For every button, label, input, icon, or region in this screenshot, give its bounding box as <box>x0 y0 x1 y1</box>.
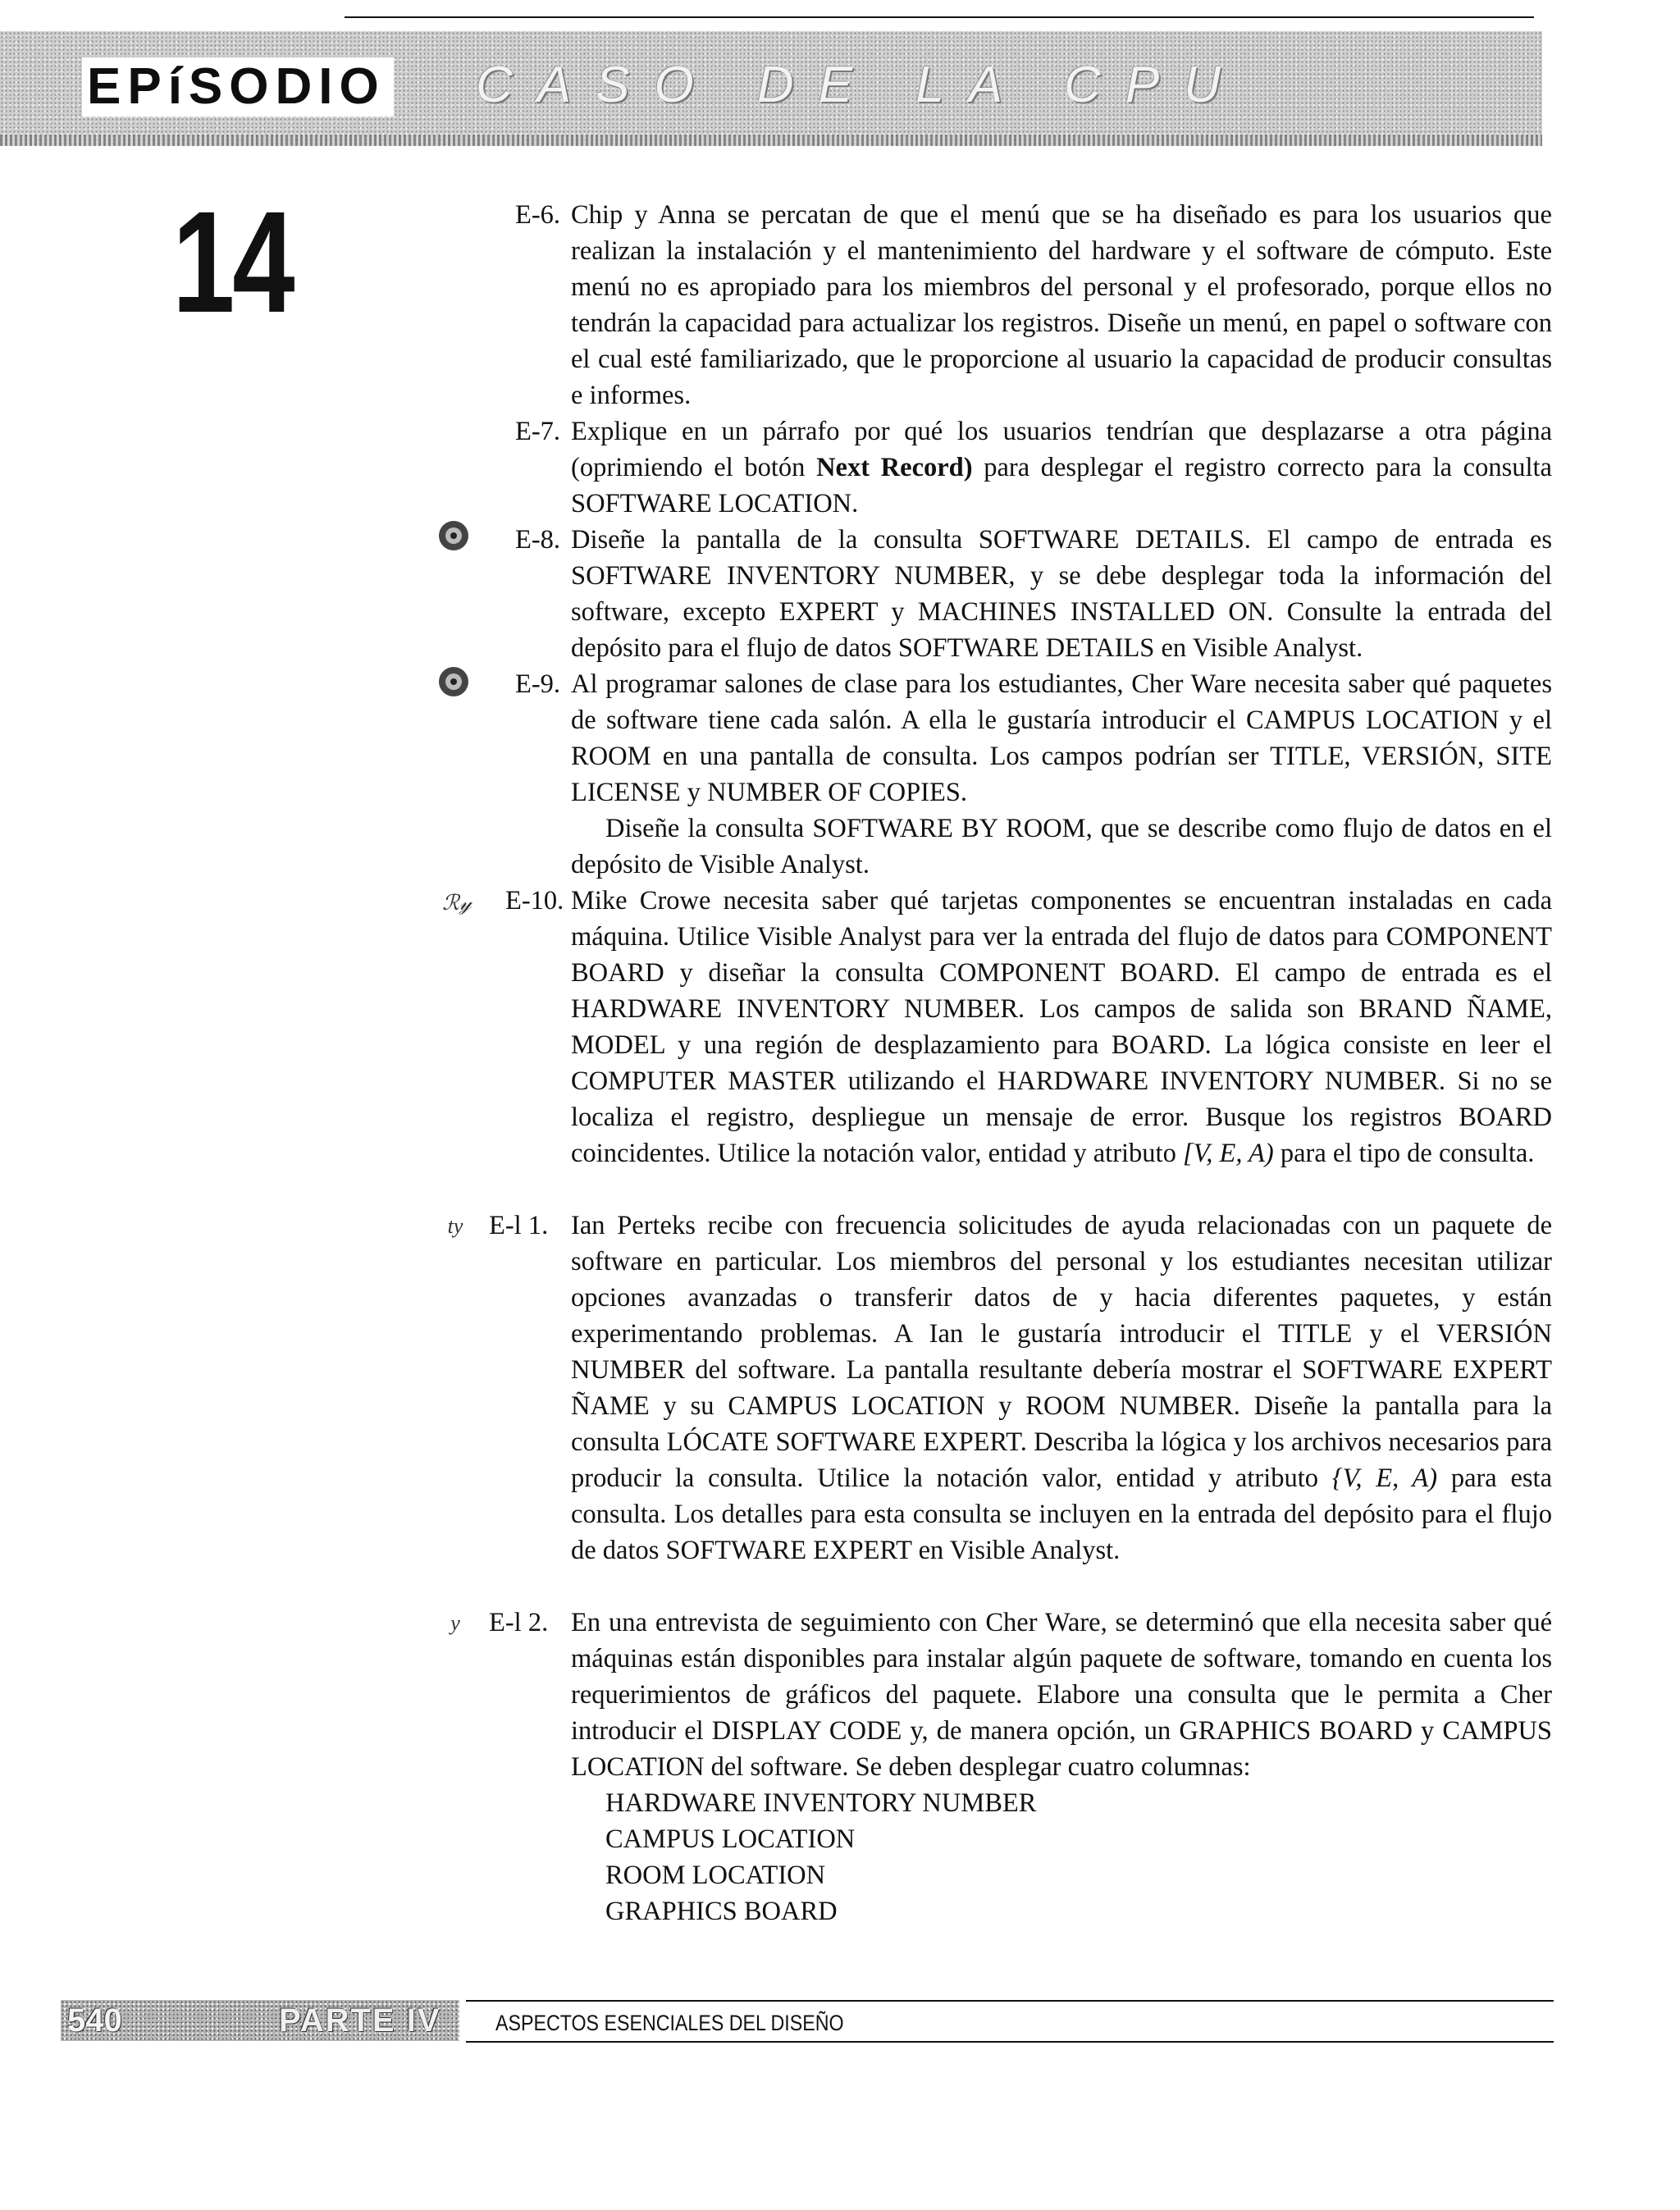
next-record-label: Next Record) <box>816 453 973 482</box>
exercise-text: Diseñe la pantalla de la consulta SOFTWARE DETAILS. El campo de entrada es SOFTWARE INVENTORY NUMBER, y se debe desplegar toda la información del software, excepto EXPERT y MACHINES INSTALLED ON. Consulte la entrada del depósito para el flujo de datos SOFTWARE DETAILS en Visible Analyst. <box>571 525 1552 663</box>
exercise-text <box>571 1208 1552 1568</box>
exercise-text: En una entrevista de seguimiento con Cher Ware, se determinó que ella necesita saber qué máquinas están disponibles para instalar algún paquete de software, tomando en cuenta los requerimientos de gráficos del paquete. Elabore una consulta que le permita a Cher introducir el DISPLAY CODE y, de manera opción, un GRAPHICS BOARD y CAMPUS LOCATION del software. Se deben desplegar cuatro columnas: <box>571 1608 1552 1782</box>
text-run: para el tipo de consulta. <box>1273 1139 1535 1168</box>
text-run: para esta consulta. Los detalles para esta consulta se incluyen en la entrada del depósito para el flujo de datos SOFTWARE EXPERT en Visible Analyst. <box>571 1463 1552 1565</box>
exercise-label: E-7. <box>515 417 561 446</box>
exercise-label: E-8. <box>515 525 561 555</box>
exercise-body <box>571 666 1552 883</box>
vea-notation: {V, E, A) <box>1331 1463 1438 1493</box>
exercise-body <box>571 413 1552 522</box>
exercise-text: Al programar salones de clase para los estudiantes, Cher Ware necesita saber qué paquetes de software tiene cada salón. A ella le gustaría introducir el CAMPUS LOCATION y el ROOM en una pantalla de consulta. Los campos podrían ser TITLE, VERSIÓN, SITE LICENSE y NUMBER OF COPIES. <box>571 669 1552 807</box>
list-item: CAMPUS LOCATION <box>605 1824 856 1854</box>
va-icon: ℛ𝓎 <box>442 891 472 915</box>
exercise-text: Diseñe la consulta SOFTWARE BY ROOM, que se describe como flujo de datos en el depósito de Visible Analyst. <box>571 814 1552 879</box>
footer-rule <box>466 2041 1554 2043</box>
disk-icon <box>433 663 474 704</box>
exercise-text: Chip y Anna se percatan de que el menú que se ha diseñado es para los usuarios que realizan la instalación y el mantenimiento del hardware y el software de cómputo. Este menú no es apropiado para los miembros del personal y el profesorado, porque ellos no tendrán la capacidad para actualizar los registros. Diseñe un menú, en papel o software con el cual esté familiarizado, que le proporcione al usuario la capacidad de producir consultas e informes. <box>571 200 1552 410</box>
exercise-body <box>571 197 1552 413</box>
list-item: HARDWARE INVENTORY NUMBER <box>605 1788 1037 1818</box>
exercise-body <box>571 1208 1552 1568</box>
page-number: 540 <box>67 2002 122 2039</box>
va-icon: y <box>450 1611 460 1635</box>
exercise-label: E-l 2. <box>489 1608 549 1637</box>
text-run: Ian Perteks recibe con frecuencia solicitudes de ayuda relacionadas con un paquete de software en particular. Los miembros del personal y los estudiantes necesitan utilizar opciones avanzadas o transferir datos de y hacia diferentes paquetes, y están experimentando problemas. A Ian le gustaría introducir el TITLE y el VERSIÓN NUMBER del software. La pantalla resultante debería mostrar el SOFTWARE EXPERT ÑAME y su CAMPUS LOCATION y ROOM NUMBER. Diseñe la pantalla para la consulta LÓCATE SOFTWARE EXPERT. Describa la lógica y los archivos necesarios para producir la consulta. Utilice la notación valor, entidad y atributo <box>571 1211 1552 1493</box>
exercise-label: E-9. <box>515 669 561 699</box>
text-run: Mike Crowe necesita saber qué tarjetas componentes se encuentran instaladas en cada máquina. Utilice Visible Analyst para ver la entrada del flujo de datos para COMPONENT BOARD y diseñar la consulta COMPONENT BOARD. El campo de entrada es el HARDWARE INVENTORY NUMBER. Los campos de salida son BRAND ÑAME, MODEL y una región de desplazamiento para BOARD. La lógica consiste en leer el COMPUTER MASTER utilizando el HARDWARE INVENTORY NUMBER. Si no se localiza el registro, despliegue un mensaje de error. Busque los registros BOARD coincidentes. Utilice la notación valor, entidad y atributo <box>571 886 1552 1168</box>
text-run: para desplegar el registro correcto para la consulta SOFTWARE LOCATION. <box>571 453 1552 518</box>
part-label: PARTE IV <box>279 2002 441 2039</box>
episode-label: EPíSODIO <box>82 57 394 116</box>
text-run: Explique en un párrafo por qué los usuarios tendrían que desplazarse a otra página (oprimiendo el botón <box>571 417 1552 482</box>
chapter-number: 14 <box>172 182 293 343</box>
case-title: CASO DE LA CPU <box>476 57 1245 113</box>
exercise-body <box>571 1605 1552 1929</box>
exercise-text <box>571 883 1552 1171</box>
va-icon: ty <box>447 1214 463 1238</box>
exercise-label: E-6. <box>515 200 561 230</box>
exercise-body <box>571 522 1552 666</box>
top-rule <box>345 16 1534 18</box>
exercise-body <box>571 883 1552 1171</box>
disk-icon <box>433 517 474 558</box>
vea-notation: [V, E, A) <box>1182 1139 1274 1168</box>
list-item: ROOM LOCATION <box>605 1861 826 1890</box>
exercise-text <box>571 413 1552 522</box>
exercise-label: E-l 1. <box>489 1211 549 1240</box>
section-title: ASPECTOS ESENCIALES DEL DISEÑO <box>495 2011 844 2035</box>
list-item: GRAPHICS BOARD <box>605 1897 838 1926</box>
output-columns-list <box>571 1785 1552 1929</box>
exercise-label: E-10. <box>505 886 564 916</box>
footer-rule <box>466 2000 1554 2002</box>
